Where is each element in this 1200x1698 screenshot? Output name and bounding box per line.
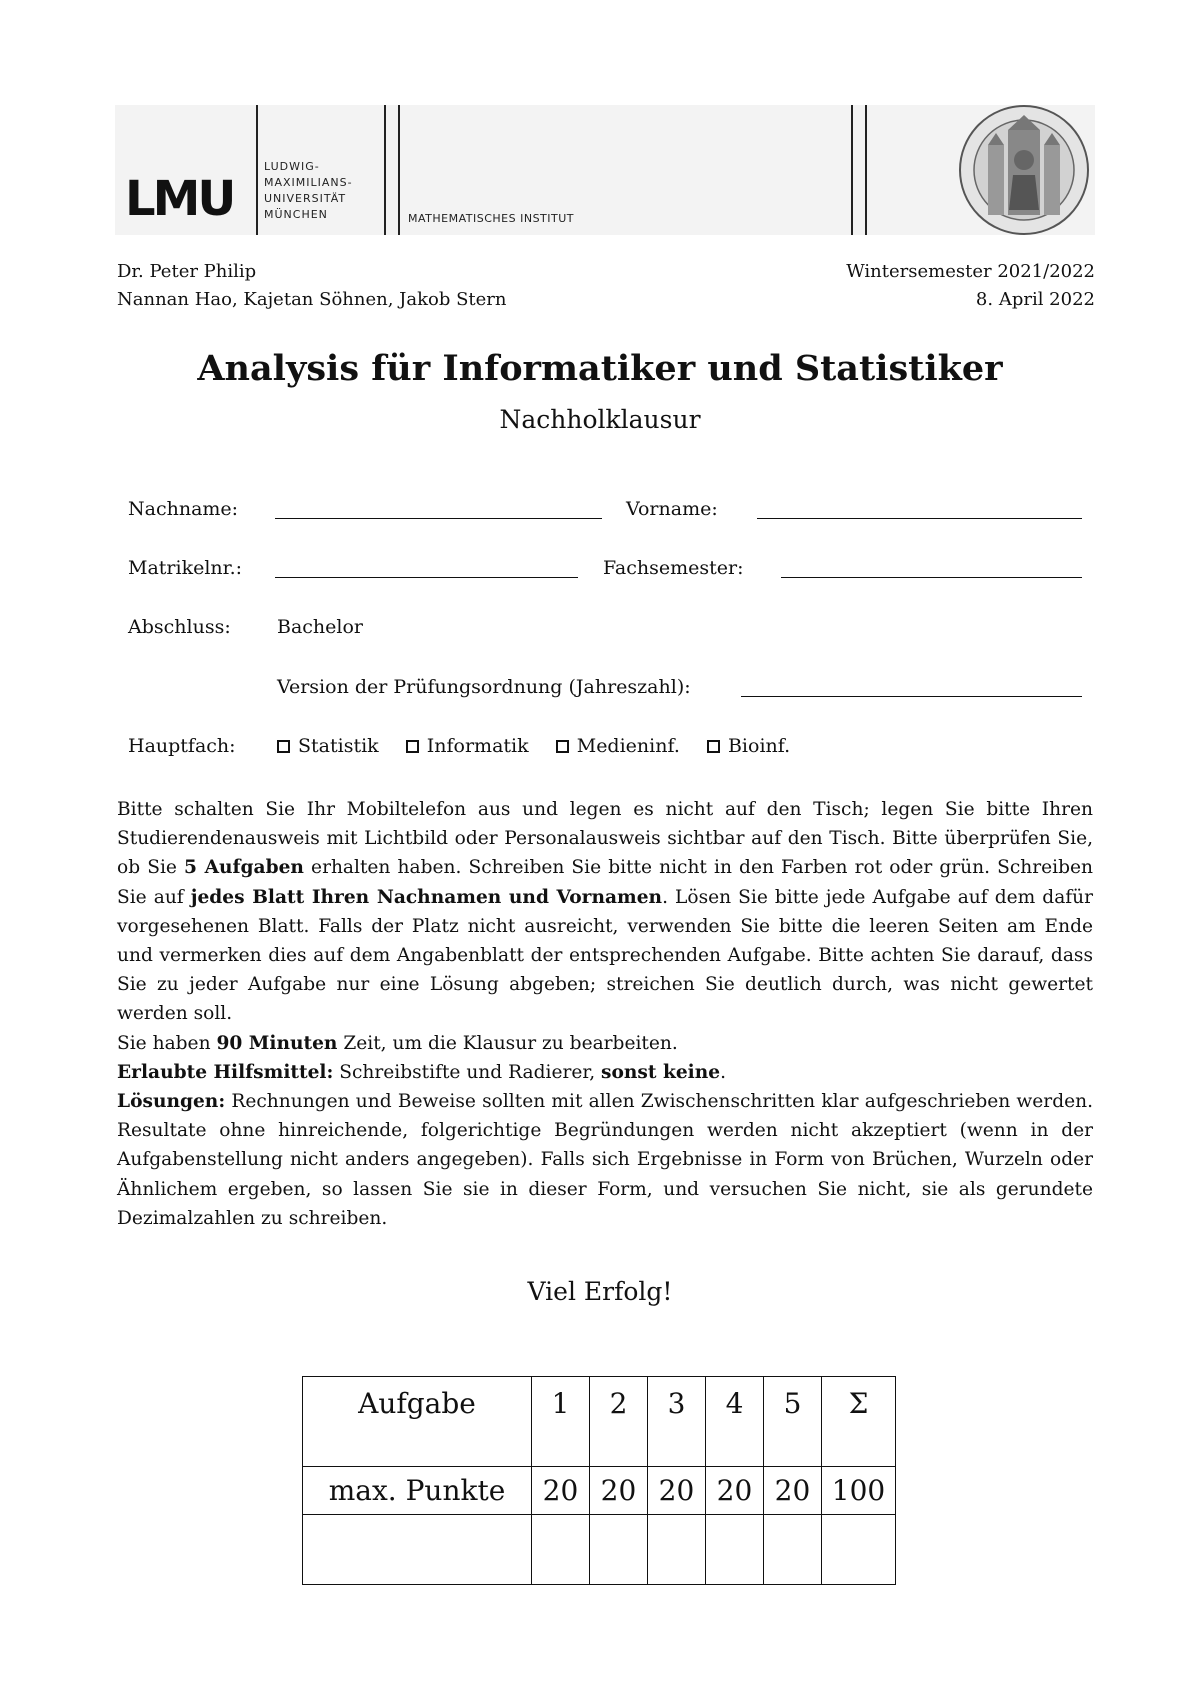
header-banner bbox=[115, 105, 1095, 235]
institute-name: MATHEMATISCHES INSTITUT bbox=[408, 212, 574, 225]
text: Schreibstifte und Radierer, bbox=[333, 1061, 602, 1083]
matrikel-field[interactable] bbox=[275, 577, 578, 578]
checkbox-informatik[interactable] bbox=[406, 735, 529, 757]
checkbox-label: Medieninf. bbox=[576, 735, 680, 757]
emphasis: 90 Minuten bbox=[216, 1032, 338, 1054]
score-entry-cell[interactable] bbox=[822, 1515, 896, 1585]
table-cell: 1 bbox=[532, 1377, 590, 1467]
lecturer: Dr. Peter Philip bbox=[117, 261, 257, 282]
table-row bbox=[303, 1467, 896, 1515]
hauptfach-label: Hauptfach: bbox=[128, 735, 236, 757]
checkbox-label: Bioinf. bbox=[727, 735, 791, 757]
emphasis: sonst keine bbox=[601, 1061, 721, 1083]
fachsemester-field[interactable] bbox=[781, 577, 1082, 578]
page-title: Analysis für Informatiker und Statistiker bbox=[197, 348, 1003, 389]
table-row bbox=[303, 1515, 896, 1585]
score-entry-cell[interactable] bbox=[590, 1515, 648, 1585]
score-entry-cell[interactable] bbox=[532, 1515, 590, 1585]
university-line: MAXIMILIANS- bbox=[264, 176, 353, 189]
aids-paragraph bbox=[117, 1058, 1093, 1087]
table-cell: max. Punkte bbox=[303, 1467, 532, 1515]
checkbox-statistik[interactable] bbox=[277, 735, 379, 757]
divider bbox=[384, 105, 386, 235]
table-cell: 4 bbox=[706, 1377, 764, 1467]
abschluss-value: Bachelor bbox=[277, 616, 364, 638]
fachsemester-label: Fachsemester: bbox=[603, 557, 744, 579]
emphasis: 5 Aufgaben bbox=[184, 857, 304, 879]
table-cell: Aufgabe bbox=[303, 1377, 532, 1467]
divider bbox=[865, 105, 867, 235]
university-line: MÜNCHEN bbox=[264, 208, 328, 221]
table-cell: 20 bbox=[590, 1467, 648, 1515]
checkbox-icon[interactable] bbox=[707, 740, 720, 753]
university-line: UNIVERSITÄT bbox=[264, 192, 347, 205]
text: . Lösen Sie bitte jede Aufgabe auf dem dafür vorgesehenen Blatt. Falls der Platz nicht ausreicht, verwenden Sie bitte die leeren Seiten am Ende und vermerken dies auf dem Angabenblatt der entsprechenden Aufgabe. Bitte achten Sie darauf, dass Sie zu jeder Aufgabe nur eine Lösung abgeben; streichen Sie deutlich durch, was nicht gewertet werden soll. bbox=[117, 886, 1094, 1025]
checkbox-icon[interactable] bbox=[277, 740, 290, 753]
nachname-label: Nachname: bbox=[128, 498, 239, 520]
text: Rechnungen und Beweise sollten mit allen Zwischenschritten klar aufgeschrieben werden. Resultate ohne hinreichende, folgerichtige Begründungen werden nicht akzeptiert (wenn in der Aufgabenstellung nicht anders angegeben). Falls sich Ergebnisse in Form von Brüchen, Wurzeln oder Ähnlichem ergeben, so lassen Sie sie in dieser Form, und versuchen Sie nicht, sie als gerundete Dezimalzahlen zu schreiben. bbox=[117, 1091, 1093, 1229]
table-cell: 5 bbox=[764, 1377, 822, 1467]
table-cell: 20 bbox=[532, 1467, 590, 1515]
emphasis: jedes Blatt Ihren Nachnamen und Vornamen bbox=[190, 886, 663, 908]
solutions-paragraph bbox=[117, 1087, 1093, 1233]
text: . bbox=[720, 1061, 726, 1083]
instructions-paragraph bbox=[117, 795, 1093, 1029]
checkbox-icon[interactable] bbox=[556, 740, 569, 753]
exam-date: 8. April 2022 bbox=[975, 289, 1095, 310]
closing-wish: Viel Erfolg! bbox=[527, 1277, 673, 1306]
checkbox-label: Statistik bbox=[298, 735, 379, 757]
abschluss-label: Abschluss: bbox=[128, 616, 231, 638]
score-entry-cell[interactable] bbox=[303, 1515, 532, 1585]
table-cell: 20 bbox=[648, 1467, 706, 1515]
version-label: Version der Prüfungsordnung (Jahreszahl): bbox=[277, 676, 691, 698]
table-cell: Σ bbox=[822, 1377, 896, 1467]
vorname-field[interactable] bbox=[757, 518, 1082, 519]
score-table bbox=[302, 1376, 896, 1585]
checkbox-label: Informatik bbox=[426, 735, 529, 757]
score-entry-cell[interactable] bbox=[764, 1515, 822, 1585]
page-subtitle: Nachholklausur bbox=[499, 405, 701, 434]
text: Zeit, um die Klausur zu bearbeiten. bbox=[337, 1032, 678, 1054]
time-paragraph bbox=[117, 1029, 1093, 1058]
checkbox-icon[interactable] bbox=[406, 740, 419, 753]
table-row bbox=[303, 1377, 896, 1467]
text: erhalten haben. Schreiben Sie bitte nicht in den Farben rot oder grün. Schreiben Sie auf bbox=[117, 857, 1093, 908]
text: Bitte schalten Sie Ihr Mobiltelefon aus und legen es nicht auf den Tisch; legen Sie bitte Ihren Studierendenausweis mit Lichtbild oder Personalausweis sichtbar auf den Tisch. Bitte überprüfen Sie, ob Sie bbox=[117, 799, 1093, 879]
lmu-logo: LMU bbox=[125, 171, 234, 227]
instructions bbox=[117, 795, 1093, 1233]
hauptfach-options bbox=[277, 735, 812, 757]
semester: Wintersemester 2021/2022 bbox=[846, 261, 1095, 282]
assistants: Nannan Hao, Kajetan Söhnen, Jakob Stern bbox=[117, 289, 507, 310]
matrikel-label: Matrikelnr.: bbox=[128, 557, 243, 579]
nachname-field[interactable] bbox=[275, 518, 602, 519]
checkbox-medieninf[interactable] bbox=[556, 735, 680, 757]
university-line: LUDWIG- bbox=[264, 160, 320, 173]
table-cell: 20 bbox=[706, 1467, 764, 1515]
version-field[interactable] bbox=[741, 696, 1082, 697]
vorname-label: Vorname: bbox=[626, 498, 718, 520]
text: Sie haben bbox=[117, 1032, 217, 1054]
table-cell: 2 bbox=[590, 1377, 648, 1467]
emphasis: Lösungen: bbox=[117, 1091, 226, 1113]
university-seal-icon bbox=[953, 105, 1095, 235]
divider bbox=[398, 105, 400, 235]
table-cell: 3 bbox=[648, 1377, 706, 1467]
divider bbox=[256, 105, 258, 235]
table-cell: 100 bbox=[822, 1467, 896, 1515]
table-cell: 20 bbox=[764, 1467, 822, 1515]
score-entry-cell[interactable] bbox=[706, 1515, 764, 1585]
score-entry-cell[interactable] bbox=[648, 1515, 706, 1585]
university-name bbox=[264, 159, 353, 223]
emphasis: Erlaubte Hilfsmittel: bbox=[117, 1061, 334, 1083]
divider bbox=[851, 105, 853, 235]
checkbox-bioinf[interactable] bbox=[707, 735, 790, 757]
